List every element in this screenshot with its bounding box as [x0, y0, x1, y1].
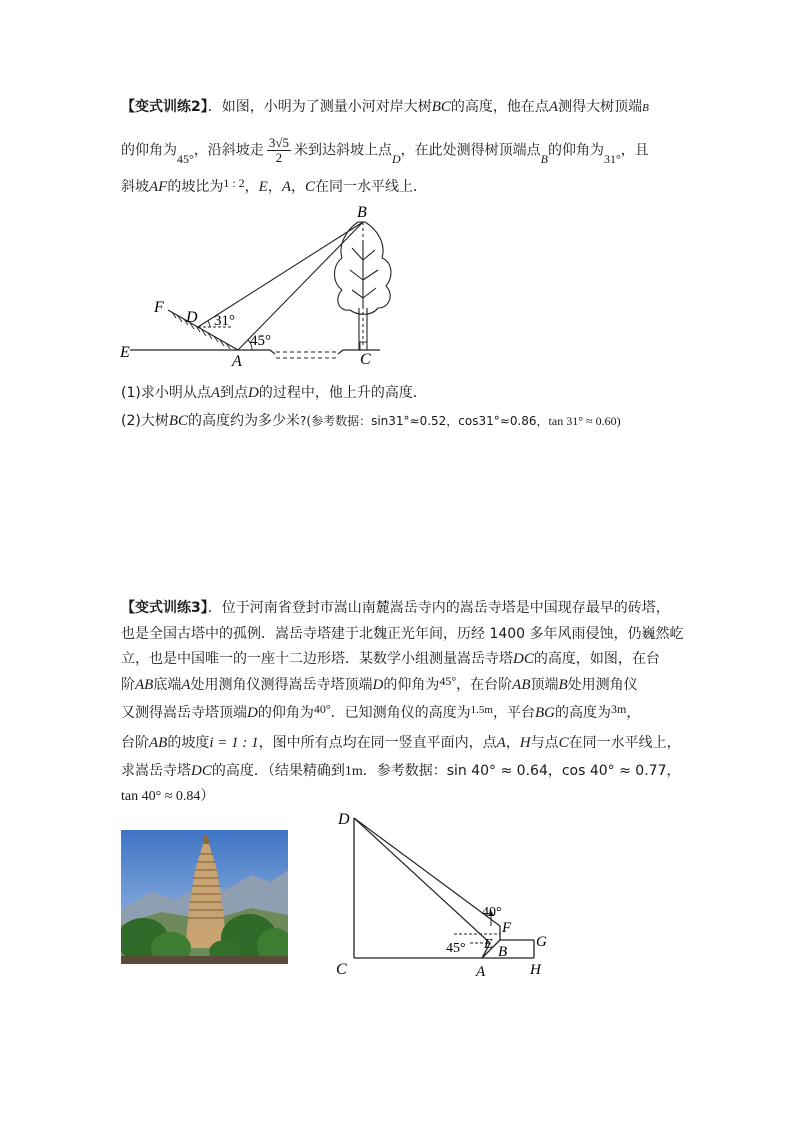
- ex2-line3: 斜坡AF的坡比为1 : 2，E，A，C在同一水平线上．: [121, 176, 428, 195]
- label-b: B: [357, 204, 367, 221]
- ex3-line7: 求嵩岳寺塔DC的高度．（结果精确到1m．参考数据：sin 40° ≈ 0.64，cos 40° ≈ 0.77，: [121, 763, 681, 779]
- ex2-question-2: (2)大树BC的高度约为多少米?(参考数据：sin31°≈0.52，cos31°≈0.86，tan 31° ≈ 0.60): [121, 413, 621, 429]
- label-c: C: [336, 961, 347, 978]
- ex3-line3: 立，也是中国唯一的一座十二边形塔．某数学小组测量嵩岳寺塔DC的高度，如图，在台: [121, 651, 660, 667]
- label-e: E: [120, 344, 130, 361]
- ex2-tag: 【变式训练2】: [121, 99, 208, 115]
- sightline-f-d: [354, 818, 500, 926]
- ex3-line4: 阶AB底端A处用测角仪测得嵩岳寺塔顶端D的仰角为45°，在台阶AB顶端B处用测角仪: [121, 674, 638, 693]
- ex3-line6: 台阶AB的坡度i = 1 : 1，图中所有点均在同一竖直平面内，点A，H与点C在同一水平线上，: [121, 735, 681, 751]
- figure-2-pagoda-geometry: [330, 808, 560, 983]
- sightline-a-b: [238, 222, 363, 350]
- label-angle-45: 45°: [250, 333, 271, 349]
- ex2-line2: 的仰角为45°，沿斜坡走 $\frac{3√5}{2}$ 米到达斜坡上点D，在此处测得树顶端点B的仰角为31°，且: [121, 135, 649, 166]
- label-e: E: [484, 937, 493, 952]
- label-a: A: [232, 353, 242, 370]
- ex2-question-1: (1)求小明从点A到点D的过程中，他上升的高度．: [121, 385, 427, 401]
- label-h: H: [530, 962, 541, 978]
- label-angle-45: 45°: [446, 941, 466, 956]
- ex3-line1: 【变式训练3】．位于河南省登封市嵩山南麓嵩岳寺内的嵩岳寺塔是中国现存最早的砖塔，: [121, 600, 670, 616]
- ex3-line5: 又测得嵩岳寺塔顶端D的仰角为40°．已知测角仪的高度为$^{1.5m}$，平台BG的高度为3m，: [121, 702, 641, 721]
- label-c: C: [360, 351, 371, 368]
- label-angle-31: 31°: [214, 313, 235, 329]
- river-dashes: [276, 352, 338, 358]
- pagoda-photo: [121, 830, 288, 964]
- ex3-line8: tan 40° ≈ 0.84）: [121, 789, 215, 804]
- label-f: F: [502, 920, 512, 936]
- label-a: A: [476, 964, 486, 980]
- fraction-3sqrt5-over-2: $\frac{3√5}{2}$: [268, 135, 289, 165]
- sightline-e-d: [354, 818, 490, 943]
- label-angle-40: 40°: [482, 905, 502, 920]
- label-b: B: [498, 944, 508, 960]
- ex3-tag: 【变式训练3】: [121, 600, 208, 616]
- label-d: D: [338, 811, 350, 828]
- ex3-line2: 也是全国古塔中的孤例．嵩岳寺塔建于北魏正光年间，历经 1400 多年风雨侵蚀，仍巍然屹: [121, 626, 684, 642]
- label-f: F: [154, 299, 164, 316]
- figure-1-slope-tree: [110, 200, 410, 370]
- label-g: G: [536, 934, 547, 950]
- label-d: D: [186, 309, 198, 326]
- ex2-line1: 【变式训练2】．如图，小明为了测量小河对岸大树BC的高度，他在点A测得大树顶端B: [121, 99, 649, 115]
- angle-arc-31: [208, 321, 210, 327]
- sightline-d-b: [198, 222, 363, 327]
